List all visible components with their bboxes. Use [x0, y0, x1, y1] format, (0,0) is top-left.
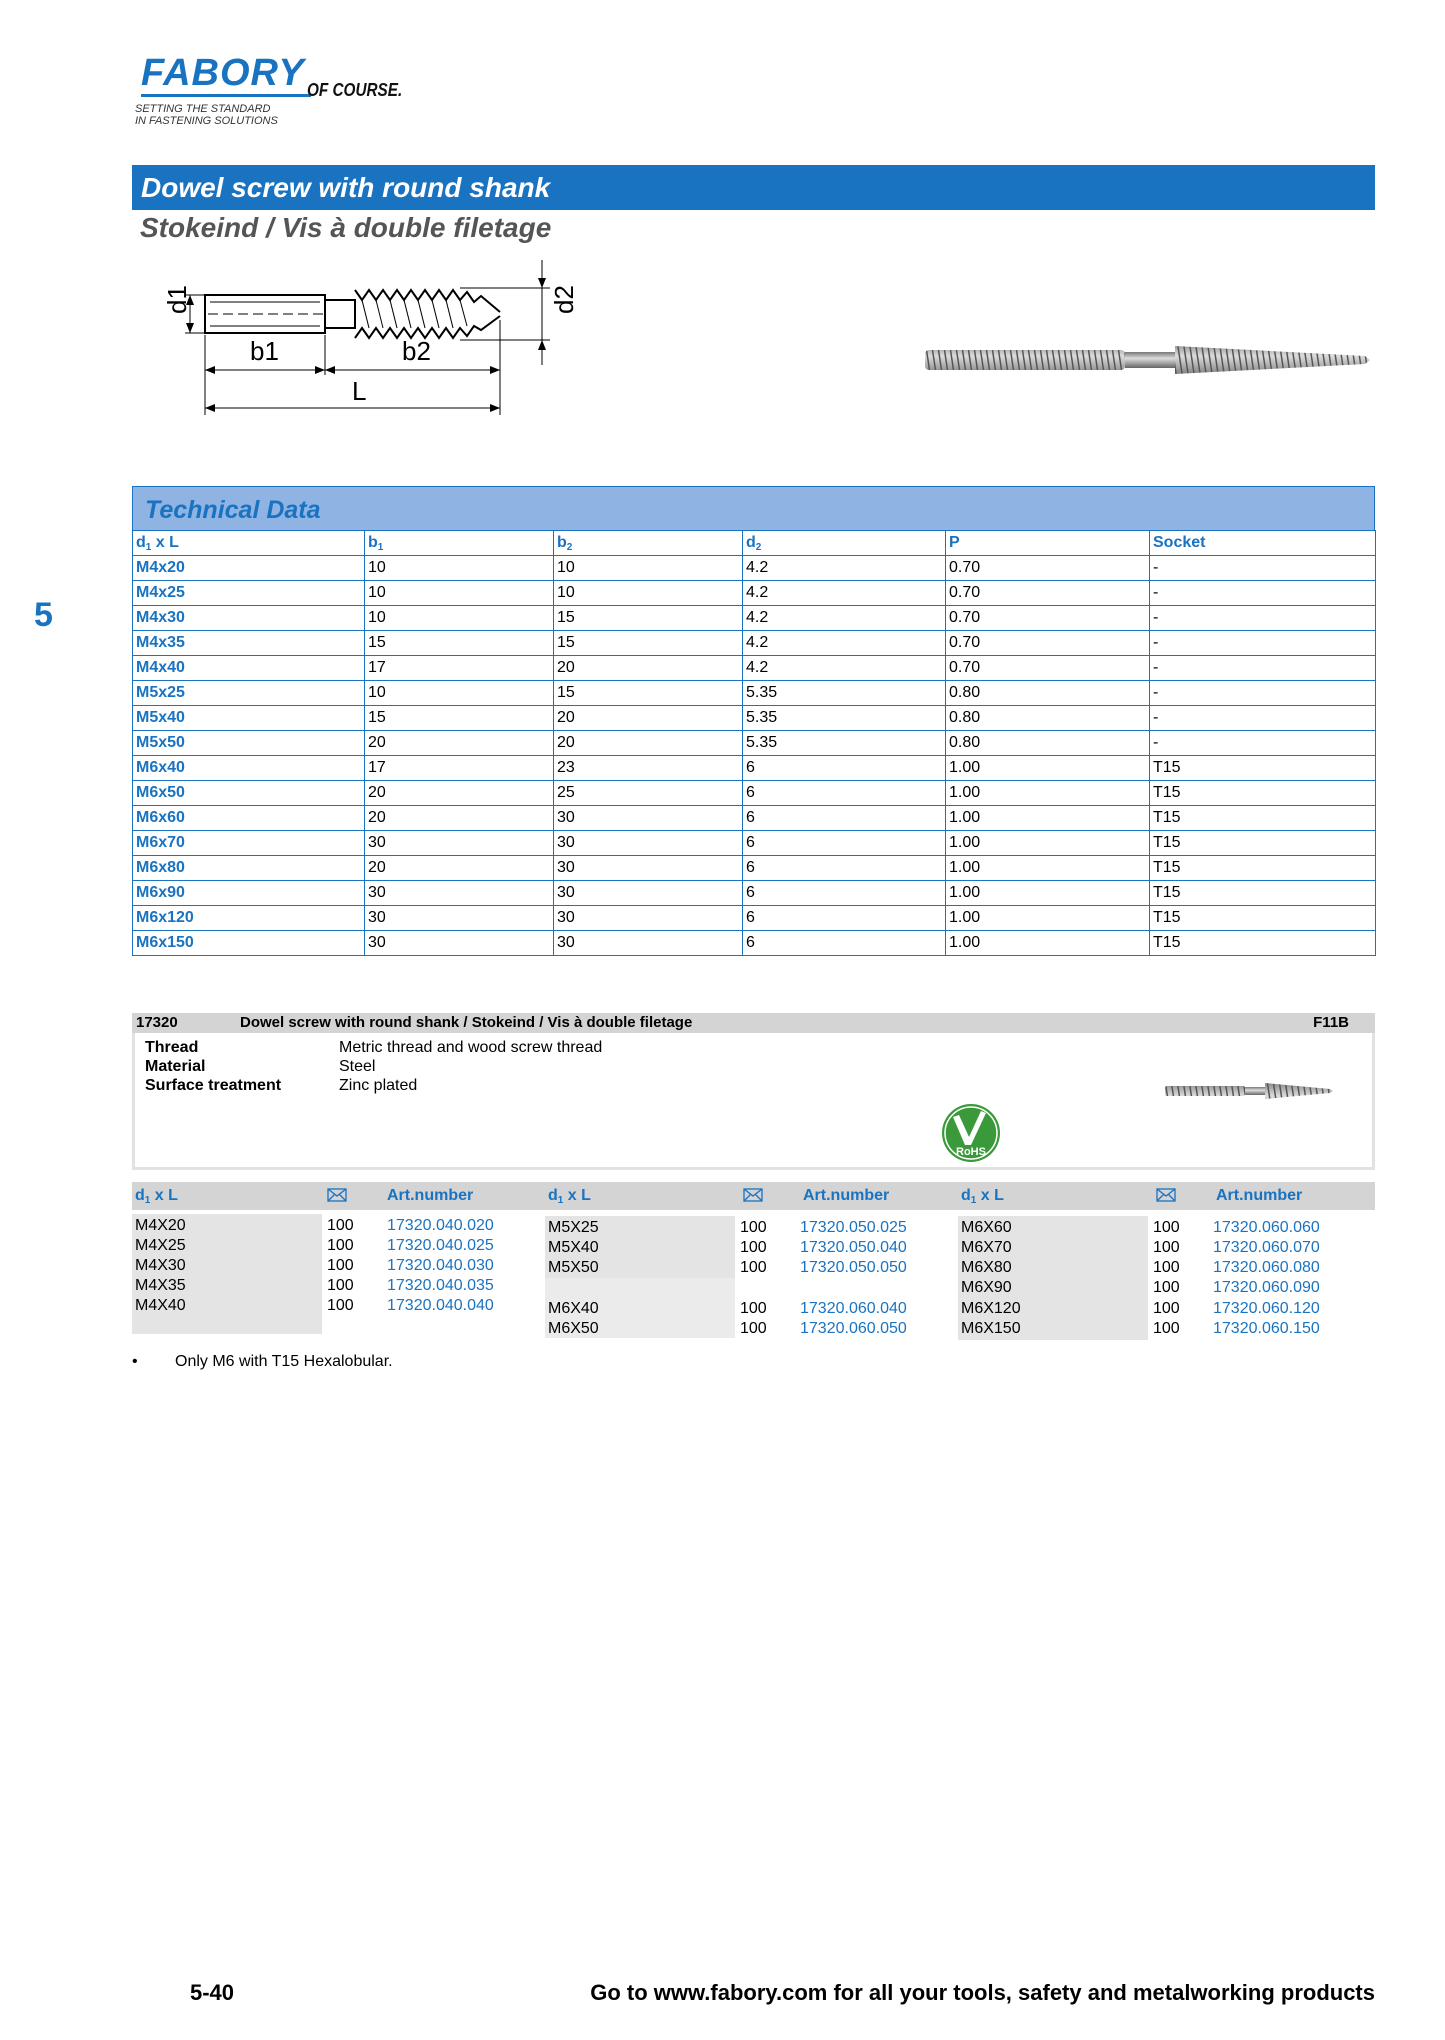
article-size: M6X60: [961, 1219, 1012, 1236]
article-qty: 100: [327, 1277, 354, 1294]
table-cell: M5x50: [133, 731, 365, 756]
article-size: M6X70: [961, 1239, 1012, 1256]
article-size: M6X120: [961, 1300, 1021, 1317]
article-number-link[interactable]: 17320.050.050: [800, 1259, 907, 1276]
table-cell: M4x35: [133, 631, 365, 656]
article-number-link[interactable]: 17320.040.020: [387, 1217, 494, 1234]
header-size-1: $d_1$ x L: [135, 1187, 178, 1206]
article-row[interactable]: [132, 1296, 546, 1316]
table-cell: 20: [365, 806, 554, 831]
chapter-number: 5: [34, 596, 53, 634]
table-cell: M6x80: [133, 856, 365, 881]
article-qty: 100: [327, 1297, 354, 1314]
product-photo-small: [1165, 1080, 1335, 1102]
article-size: M6X50: [548, 1320, 599, 1337]
table-cell: M6x120: [133, 906, 365, 931]
table-cell: -: [1150, 706, 1376, 731]
article-numbers-header: [132, 1182, 1375, 1210]
header-artnr-2: Art.number: [803, 1187, 890, 1204]
article-number-link[interactable]: 17320.060.150: [1213, 1320, 1320, 1337]
table-cell: 15: [365, 631, 554, 656]
table-cell: 10: [365, 681, 554, 706]
article-number-link[interactable]: 17320.060.050: [800, 1320, 907, 1337]
article-numbers-section: [132, 1182, 1375, 1337]
table-cell: M4x40: [133, 656, 365, 681]
article-row[interactable]: [132, 1256, 546, 1276]
article-row[interactable]: [958, 1258, 1372, 1278]
technical-data-section: [132, 486, 1375, 956]
package-icon: [743, 1188, 763, 1202]
title-bar: [132, 165, 1375, 210]
article-row[interactable]: [545, 1258, 959, 1278]
article-size: M6X150: [961, 1320, 1021, 1337]
article-number-link[interactable]: 17320.060.080: [1213, 1259, 1320, 1276]
table-row: [133, 681, 1376, 706]
article-qty: 100: [1153, 1239, 1180, 1256]
table-row: [133, 806, 1376, 831]
article-size: M6X80: [961, 1259, 1012, 1276]
dowel-screw-diagram: [130, 250, 630, 425]
table-cell: -: [1150, 731, 1376, 756]
col-p: P: [946, 531, 1150, 556]
article-qty: 100: [740, 1320, 767, 1337]
article-size: M6X90: [961, 1279, 1012, 1296]
table-row: [133, 906, 1376, 931]
article-block: [132, 1013, 1375, 1170]
article-number-link[interactable]: 17320.060.040: [800, 1300, 907, 1317]
article-qty: 100: [1153, 1219, 1180, 1236]
table-cell: 0.70: [946, 606, 1150, 631]
table-cell: 15: [554, 681, 743, 706]
table-cell: 4.2: [743, 631, 946, 656]
article-qty: 100: [327, 1257, 354, 1274]
table-row: [133, 706, 1376, 731]
table-cell: 30: [554, 856, 743, 881]
table-cell: 5.35: [743, 706, 946, 731]
article-row[interactable]: [958, 1299, 1372, 1319]
article-number-link[interactable]: 17320.060.120: [1213, 1300, 1320, 1317]
article-size: M4X35: [135, 1277, 186, 1294]
article-name: Dowel screw with round shank / Stokeind / Vis à double filetage: [240, 1014, 693, 1031]
footnote-text: Only M6 with T15 Hexalobular.: [175, 1353, 393, 1370]
col-d2: $d_2$: [743, 531, 946, 556]
article-number-link[interactable]: 17320.040.040: [387, 1297, 494, 1314]
table-cell: M5x40: [133, 706, 365, 731]
article-row[interactable]: [958, 1278, 1372, 1298]
article-row[interactable]: [132, 1276, 546, 1296]
table-cell: 1.00: [946, 831, 1150, 856]
article-number-link[interactable]: 17320.050.025: [800, 1219, 907, 1236]
table-cell: 30: [554, 831, 743, 856]
article-qty: 100: [740, 1300, 767, 1317]
article-size: M5X50: [548, 1259, 599, 1276]
logo-tagline-main: OF COURSE.: [307, 80, 403, 100]
article-size: M5X25: [548, 1219, 599, 1236]
table-cell: 4.2: [743, 606, 946, 631]
article-number-link[interactable]: 17320.060.060: [1213, 1219, 1320, 1236]
article-size: M4X30: [135, 1257, 186, 1274]
table-row: [133, 581, 1376, 606]
table-cell: T15: [1150, 831, 1376, 856]
header-artnr-3: Art.number: [1216, 1187, 1303, 1204]
article-number-link[interactable]: 17320.060.070: [1213, 1239, 1320, 1256]
table-cell: -: [1150, 556, 1376, 581]
technical-data-table: [132, 530, 1376, 956]
table-cell: M6x40: [133, 756, 365, 781]
property-label-surface: Surface treatment: [145, 1077, 282, 1094]
article-qty: 100: [740, 1259, 767, 1276]
table-cell: 25: [554, 781, 743, 806]
table-cell: 20: [365, 731, 554, 756]
table-cell: 0.70: [946, 556, 1150, 581]
table-cell: 17: [365, 756, 554, 781]
table-cell: T15: [1150, 756, 1376, 781]
table-cell: 6: [743, 881, 946, 906]
logo-underline: [141, 94, 311, 97]
table-cell: -: [1150, 681, 1376, 706]
label-d1: d1: [162, 285, 192, 314]
table-cell: 6: [743, 756, 946, 781]
technical-data-header-row: [133, 531, 1376, 556]
col-b2: $b_2$: [554, 531, 743, 556]
table-cell: 1.00: [946, 881, 1150, 906]
article-number-link[interactable]: 17320.050.040: [800, 1239, 907, 1256]
page-title: Dowel screw with round shank: [141, 172, 551, 203]
table-cell: 6: [743, 806, 946, 831]
fabory-logo: [133, 52, 433, 132]
table-cell: 6: [743, 781, 946, 806]
page-subtitle: Stokeind / Vis à double filetage: [140, 212, 552, 243]
table-cell: T15: [1150, 806, 1376, 831]
package-icon: [1156, 1188, 1176, 1202]
table-cell: -: [1150, 656, 1376, 681]
table-cell: 10: [554, 556, 743, 581]
table-cell: 1.00: [946, 806, 1150, 831]
article-qty: 100: [740, 1239, 767, 1256]
table-row: [133, 556, 1376, 581]
table-cell: 30: [365, 831, 554, 856]
article-row[interactable]: [958, 1238, 1372, 1258]
header-size-3: $d_1$ x L: [961, 1187, 1004, 1206]
table-cell: 20: [365, 856, 554, 881]
page-number: 5-40: [190, 1980, 235, 2005]
table-cell: T15: [1150, 931, 1376, 956]
label-d2: d2: [549, 285, 579, 314]
article-row[interactable]: [132, 1216, 546, 1236]
table-cell: M6x60: [133, 806, 365, 831]
table-cell: 0.70: [946, 581, 1150, 606]
header-artnr-1: Art.number: [387, 1187, 474, 1204]
article-qty: 100: [327, 1217, 354, 1234]
article-qty: 100: [1153, 1300, 1180, 1317]
table-cell: M6x90: [133, 881, 365, 906]
table-cell: 1.00: [946, 781, 1150, 806]
table-cell: 30: [554, 881, 743, 906]
label-L: L: [352, 376, 367, 406]
table-row: [133, 756, 1376, 781]
table-cell: M6x50: [133, 781, 365, 806]
col-b1: $b_1$: [365, 531, 554, 556]
table-cell: M4x25: [133, 581, 365, 606]
table-cell: 20: [554, 706, 743, 731]
article-qty: 100: [327, 1237, 354, 1254]
product-photo: [925, 340, 1375, 380]
label-b1: b1: [250, 336, 279, 366]
article-number: 17320: [136, 1014, 178, 1031]
table-cell: 23: [554, 756, 743, 781]
table-row: [133, 656, 1376, 681]
article-code: F11B: [1313, 1014, 1349, 1031]
table-cell: 4.2: [743, 556, 946, 581]
table-cell: 4.2: [743, 581, 946, 606]
table-cell: 5.35: [743, 731, 946, 756]
table-cell: 6: [743, 831, 946, 856]
table-cell: 10: [365, 556, 554, 581]
article-qty: 100: [1153, 1320, 1180, 1337]
table-row: [133, 781, 1376, 806]
article-properties: [132, 1033, 1375, 1170]
article-number-link[interactable]: 17320.040.030: [387, 1257, 494, 1274]
table-cell: 5.35: [743, 681, 946, 706]
rohs-label: RoHS: [956, 1146, 986, 1158]
table-cell: 30: [365, 931, 554, 956]
logo-brand: FABORY: [141, 52, 305, 94]
table-cell: M6x150: [133, 931, 365, 956]
table-cell: 6: [743, 906, 946, 931]
table-cell: 4.2: [743, 656, 946, 681]
table-row: [133, 931, 1376, 956]
article-row[interactable]: [545, 1238, 959, 1258]
col-d1xL: $d_1$ x L: [133, 531, 365, 556]
table-cell: 20: [554, 731, 743, 756]
header-size-2: $d_1$ x L: [548, 1187, 591, 1206]
table-row: [133, 856, 1376, 881]
logo-tagline-2: IN FASTENING SOLUTIONS: [135, 115, 278, 127]
table-row: [133, 881, 1376, 906]
table-cell: 6: [743, 856, 946, 881]
article-row[interactable]: [958, 1319, 1372, 1339]
table-row: [133, 606, 1376, 631]
table-row: [133, 631, 1376, 656]
table-cell: 0.70: [946, 656, 1150, 681]
rohs-icon: [941, 1103, 1001, 1163]
table-cell: 30: [554, 806, 743, 831]
article-qty: 100: [1153, 1279, 1180, 1296]
table-cell: T15: [1150, 856, 1376, 881]
table-cell: 20: [365, 781, 554, 806]
article-number-link[interactable]: 17320.060.090: [1213, 1279, 1320, 1296]
property-value-thread: Metric thread and wood screw thread: [339, 1039, 603, 1056]
article-size: M5X40: [548, 1239, 599, 1256]
table-cell: 10: [365, 581, 554, 606]
table-cell: M4x30: [133, 606, 365, 631]
table-cell: 0.80: [946, 706, 1150, 731]
footnote-bullet: •: [132, 1353, 138, 1370]
table-cell: 1.00: [946, 906, 1150, 931]
property-label-thread: Thread: [145, 1039, 199, 1056]
footer-text: Go to www.fabory.com for all your tools, safety and metalworking products: [590, 1980, 1375, 2005]
table-cell: 1.00: [946, 856, 1150, 881]
article-qty: 100: [1153, 1259, 1180, 1276]
property-label-material: Material: [145, 1058, 206, 1075]
table-cell: 30: [365, 906, 554, 931]
logo-tagline-1: SETTING THE STANDARD: [135, 103, 271, 115]
article-number-link[interactable]: 17320.040.025: [387, 1237, 494, 1254]
table-cell: T15: [1150, 881, 1376, 906]
table-cell: 10: [365, 606, 554, 631]
article-header: [132, 1013, 1375, 1033]
article-qty: 100: [740, 1219, 767, 1236]
table-cell: M4x20: [133, 556, 365, 581]
table-row: [133, 731, 1376, 756]
table-row: [133, 831, 1376, 856]
technical-data-header: [132, 486, 1375, 530]
table-cell: 15: [365, 706, 554, 731]
property-value-material: Steel: [339, 1058, 376, 1075]
article-row[interactable]: [545, 1299, 959, 1319]
table-cell: -: [1150, 606, 1376, 631]
table-cell: 30: [365, 881, 554, 906]
article-size: M4X25: [135, 1237, 186, 1254]
article-row[interactable]: [545, 1218, 959, 1238]
article-size: M6X40: [548, 1300, 599, 1317]
technical-data-title: Technical Data: [145, 496, 321, 524]
table-cell: 0.80: [946, 731, 1150, 756]
table-cell: T15: [1150, 781, 1376, 806]
article-number-link[interactable]: 17320.040.035: [387, 1277, 494, 1294]
table-cell: 15: [554, 606, 743, 631]
table-cell: 30: [554, 931, 743, 956]
table-cell: 17: [365, 656, 554, 681]
article-row[interactable]: [958, 1218, 1372, 1238]
col-socket: Socket: [1150, 531, 1376, 556]
table-cell: M6x70: [133, 831, 365, 856]
table-cell: 6: [743, 931, 946, 956]
table-cell: 1.00: [946, 756, 1150, 781]
article-row[interactable]: [545, 1319, 959, 1339]
article-size: M4X20: [135, 1217, 186, 1234]
article-size: M4X40: [135, 1297, 186, 1314]
article-row[interactable]: [132, 1236, 546, 1256]
table-cell: T15: [1150, 906, 1376, 931]
table-cell: M5x25: [133, 681, 365, 706]
table-cell: 10: [554, 581, 743, 606]
table-cell: -: [1150, 631, 1376, 656]
table-cell: 15: [554, 631, 743, 656]
table-cell: 20: [554, 656, 743, 681]
table-cell: 0.80: [946, 681, 1150, 706]
table-cell: 1.00: [946, 931, 1150, 956]
table-cell: 30: [554, 906, 743, 931]
table-cell: -: [1150, 581, 1376, 606]
package-icon: [327, 1188, 347, 1202]
table-cell: 0.70: [946, 631, 1150, 656]
property-value-surface: Zinc plated: [339, 1077, 418, 1094]
label-b2: b2: [402, 336, 431, 366]
